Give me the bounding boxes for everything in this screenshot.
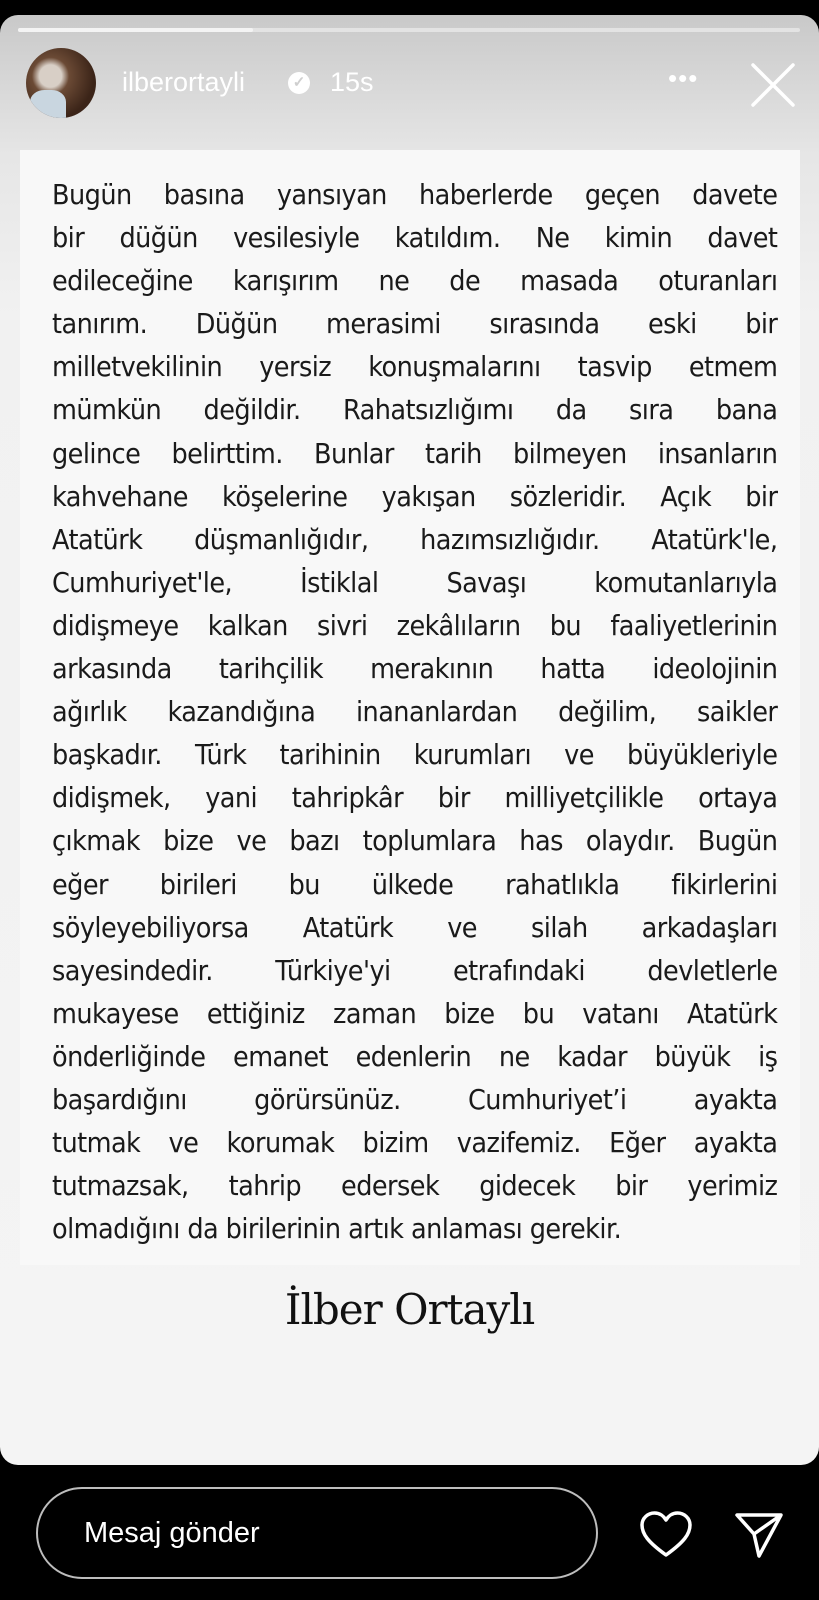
statement-line: arkasında tarihçilik merakının hatta ideolojinin <box>52 653 778 686</box>
avatar-photo <box>30 90 66 118</box>
statement-line: Atatürk düşmanlığıdır, hazımsızlığıdır. Atatürk'le, <box>52 523 778 556</box>
statement-line: tanırım. Düğün merasimi sırasında eski bir <box>52 308 778 341</box>
statement-line: edileceğine karışırım ne de masada oturanları <box>52 265 778 298</box>
statement-line: tutmazsak, tahrip edersek gidecek bir yerimiz <box>52 1170 778 1203</box>
statement-line: milletvekilinin yersiz konuşmalarını tasvip etmem <box>52 351 778 384</box>
heart-icon[interactable] <box>638 1510 694 1560</box>
statement-line: önderliğinde emanet edenlerin ne kadar büyük iş <box>52 1040 778 1073</box>
signature: İlber Ortaylı <box>284 1285 535 1334</box>
statement-line: eğer birileri bu ülkede rahatlıkla fikirlerini <box>52 868 778 901</box>
statement-text <box>52 174 777 1251</box>
statement-line: Cumhuriyet'le, İstiklal Savaşı komutanlarıyla <box>52 566 778 599</box>
statement-line: mümkün değildir. Rahatsızlığımı da sıra bana <box>52 394 778 427</box>
story-progress-fill <box>18 28 253 32</box>
statement-line: Bugün basına yansıyan haberlerde geçen davete <box>52 179 778 211</box>
story-card[interactable] <box>0 15 819 1465</box>
statement-line: mukayese ettiğiniz zaman bize bu vatanı Atatürk <box>52 997 778 1030</box>
avatar[interactable] <box>26 48 96 118</box>
statement-line: didişmek, yani tahripkâr bir milliyetçilikle ortaya <box>52 782 778 815</box>
message-input[interactable] <box>36 1487 598 1579</box>
close-icon[interactable] <box>748 60 798 110</box>
statement-line: bir düğün vesilesiyle katıldım. Ne kimin davet <box>52 222 778 255</box>
statement-line: olmadığını da birilerinin artık anlaması gerekir. <box>52 1213 622 1246</box>
statement-line: ağırlık kazandığına inananlardan değilim, saikler <box>52 696 778 729</box>
verified-badge-icon: ✓ <box>288 72 310 94</box>
message-placeholder: Mesaj gönder <box>84 1517 260 1549</box>
statement-line: kahvehane köşelerine yakışan sözleridir. Açık bir <box>52 480 778 513</box>
more-options-button[interactable]: ••• <box>668 63 699 93</box>
statement-line: gelince belirttim. Bunlar tarih bilmeyen insanların <box>52 437 778 470</box>
statement-line: sayesindedir. Türkiye'yi etrafındaki devletlerle <box>52 954 778 987</box>
story-progress-bar <box>18 28 800 32</box>
story-timestamp: 15s <box>330 67 374 97</box>
send-icon[interactable] <box>733 1510 785 1560</box>
statement-line: başardığını görürsünüz. Cumhuriyet’i ayakta <box>52 1083 778 1116</box>
statement-line: söyleyebiliyorsa Atatürk ve silah arkadaşları <box>52 911 778 944</box>
statement-image <box>20 150 800 1265</box>
statement-line: didişmeye kalkan sivri zekâlıların bu faaliyetlerinin <box>52 609 778 642</box>
statement-line: tutmak ve korumak bizim vazifemiz. Eğer ayakta <box>52 1127 778 1160</box>
username[interactable]: ilberortayli <box>122 67 246 97</box>
statement-line: çıkmak bize ve bazı toplumlara has olaydır. Bugün <box>52 825 778 858</box>
statement-line: başkadır. Türk tarihinin kurumları ve büyükleriyle <box>52 739 778 772</box>
